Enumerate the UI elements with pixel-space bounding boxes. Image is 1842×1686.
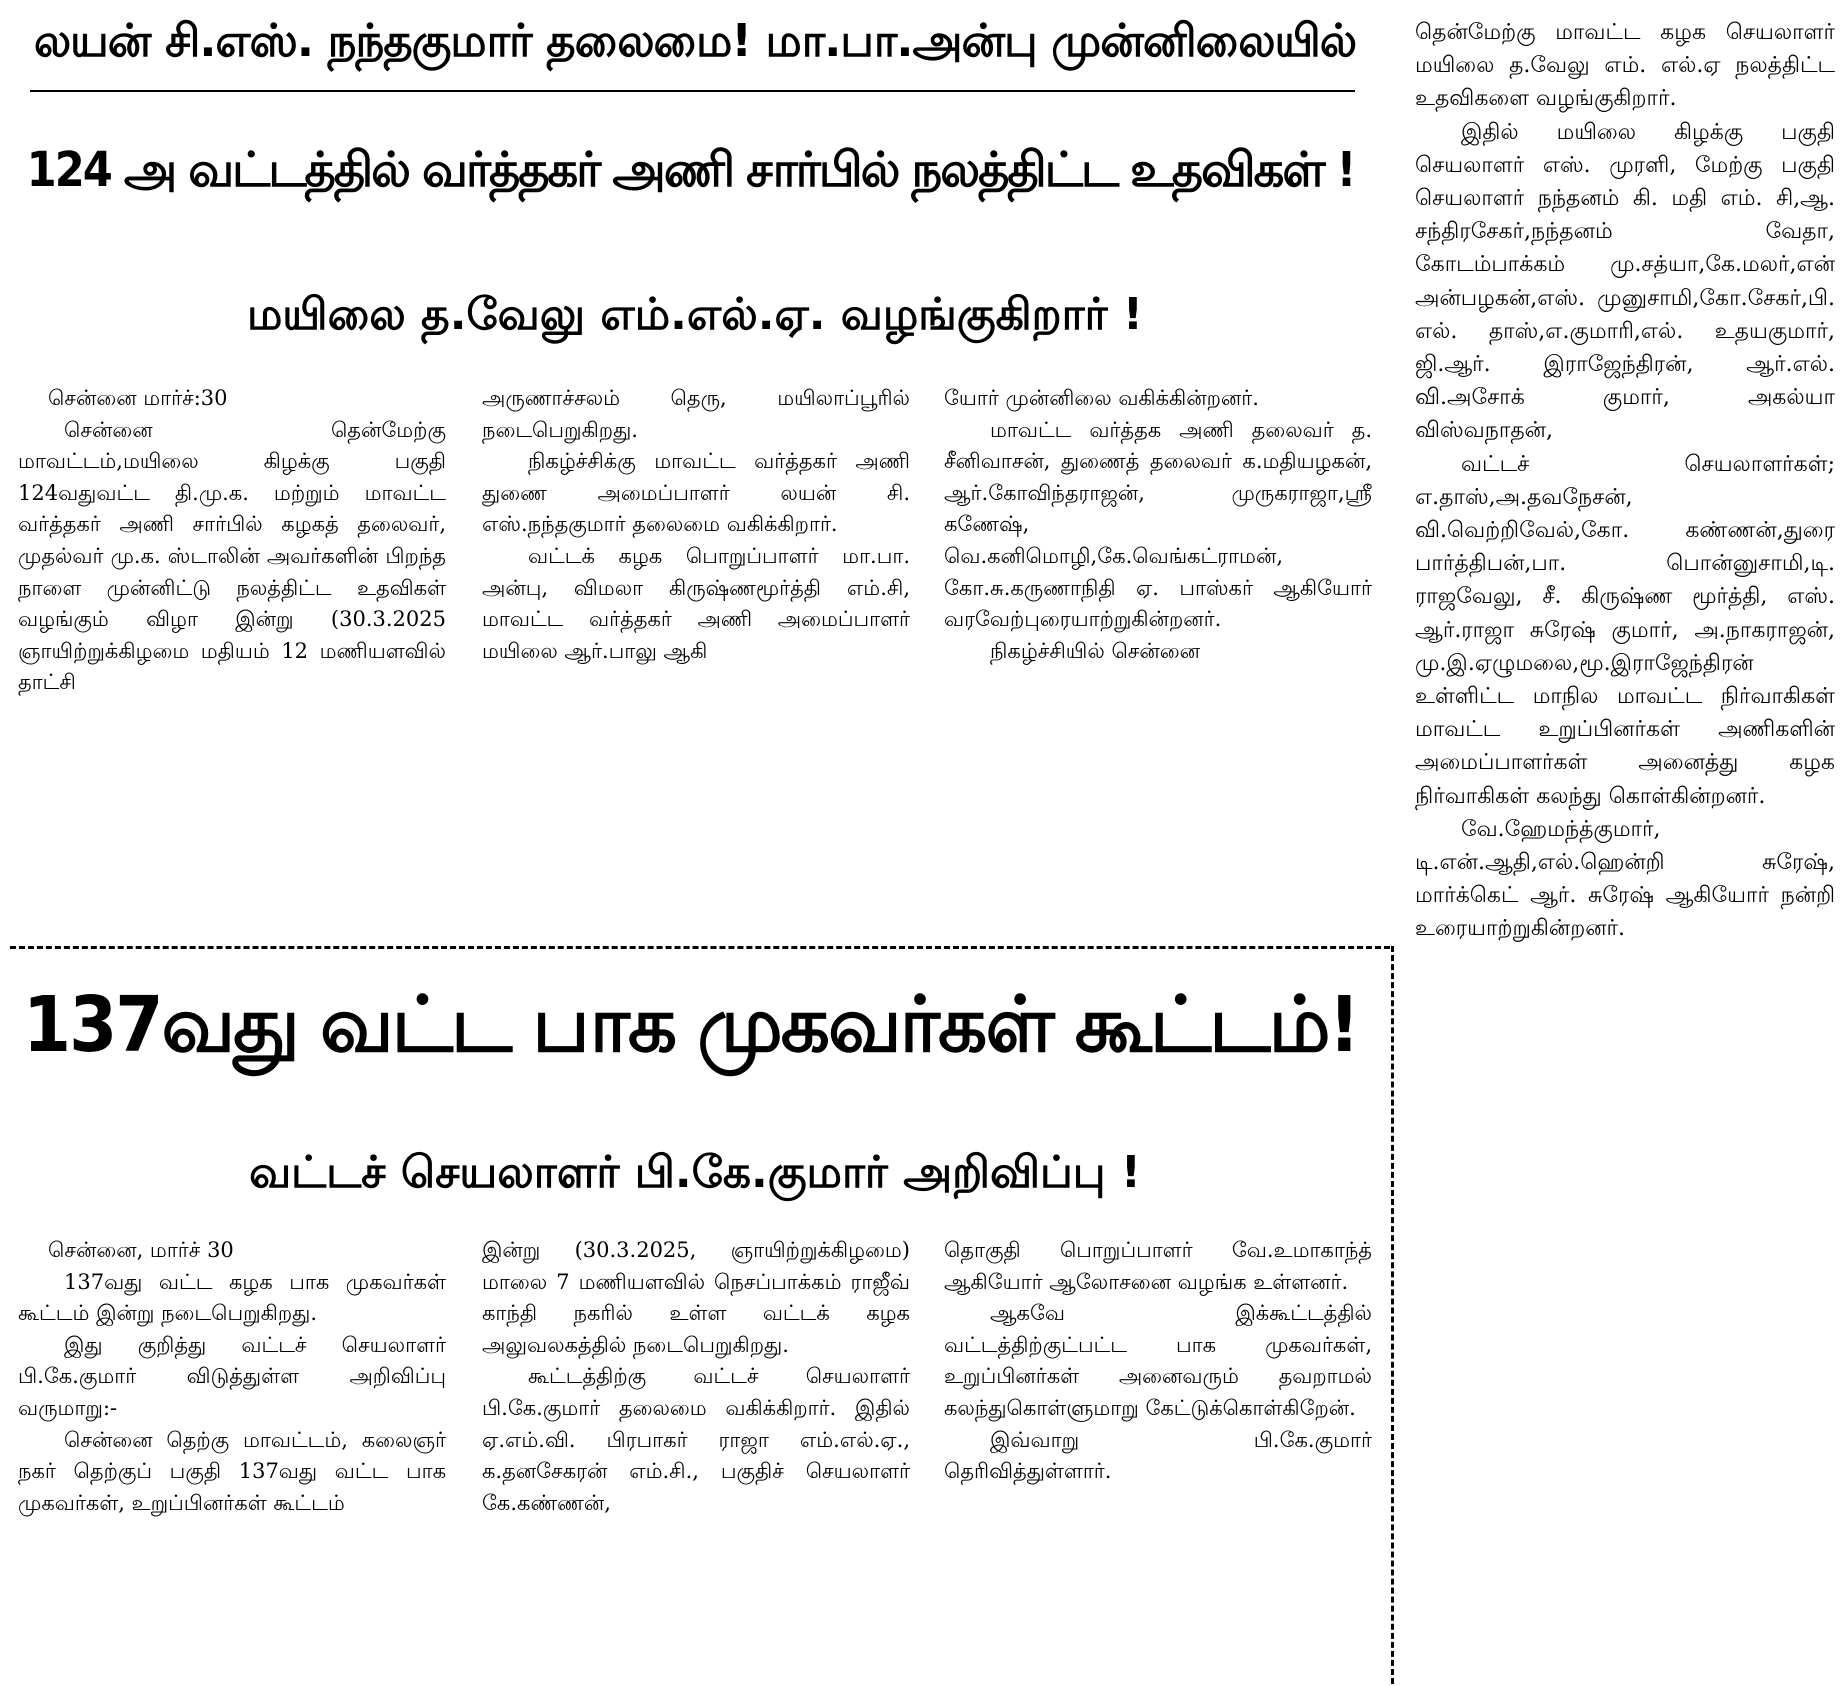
- story1-paragraph: சென்னை தென்மேற்கு மாவட்டம்,மயிலை கிழக்கு பகுதி 124வதுவட்ட தி.மு.க. மற்றும் மாவட்ட வர்த்தகர் அணி சார்பில் கழகத் தலைவர், முதல்வர் மு.க. ஸ்டாலின் அவர்களின் பிறந்த நாளை முன்னிட்டு நலத்திட்ட உதவிகள் வழங்கும் விழா இன்று (30.3.2025 ஞாயிற்றுக்கிழமை மதியம் 12 மணியளவில் தாட்சி: [18, 417, 446, 695]
- story2-paragraph: கூட்டத்திற்கு வட்டச் செயலாளர் பி.கே.குமார் தலைமை வகிக்கிறார். இதில் ஏ.எம்.வி. பிரபாகர் ராஜா எம்.எல்.ஏ., க.தனசேகரன் எம்.சி., பகுதிச் செயலாளர் கே.கண்ணன்,: [482, 1364, 910, 1515]
- story1-subhead: மயிலை த.வேலு எம்.எல்.ஏ. வழங்குகிறார் !: [247, 288, 1143, 340]
- story2-paragraph: இது குறித்து வட்டச் செயலாளர் பி.கே.குமார் விடுத்துள்ள அறிவிப்பு வருமாறு:-: [18, 1332, 446, 1420]
- story2-paragraph: ஆகவே இக்கூட்டத்தில் வட்டத்திற்குட்பட்ட பாக முகவர்கள், உறுப்பினர்கள் அனைவரும் தவறாமல் கலந்துகொள்ளுமாறு கேட்டுக்கொள்கிறேன்.: [944, 1301, 1372, 1420]
- story1-column-3: [944, 383, 1372, 938]
- story1-paragraph: வே.ஹேமந்த்குமார், டி.என்.ஆதி,எல்.ஹென்றி சுரேஷ், மார்க்கெட் ஆர். சுரேஷ் ஆகியோர் நன்றி உரையாற்றுகின்றனர்.: [1415, 816, 1835, 942]
- story1-paragraph: நிகழ்ச்சியில் சென்னை: [990, 638, 1201, 663]
- story1-paragraph: அருணாச்சலம் தெரு, மயிலாப்பூரில் நடைபெறுகிறது.: [482, 386, 910, 442]
- kicker-rule: [30, 90, 1355, 92]
- story2-paragraph: இன்று (30.3.2025, ஞாயிற்றுக்கிழமை) மாலை 7 மணியளவில் நெசப்பாக்கம் ராஜீவ் காந்தி நகரில் உள்ள வட்டக் கழக அலுவலகத்தில் நடைபெறுகிறது.: [482, 1238, 910, 1357]
- story1-paragraph: வட்டக் கழக பொறுப்பாளர் மா.பா. அன்பு, விமலா கிருஷ்ணமூர்த்தி எம்.சி, மாவட்ட வர்த்தகர் அணி அமைப்பாளர் மயிலை ஆர்.பாலு ஆகி: [482, 543, 910, 663]
- story2-paragraph: இவ்வாறு பி.கே.குமார் தெரிவித்துள்ளார்.: [944, 1427, 1372, 1484]
- story1-paragraph: இதில் மயிலை கிழக்கு பகுதி செயலாளர் எஸ். முரளி, மேற்கு பகுதி செயலாளர் நந்தனம் கி. மதி எம். சி,ஆ. சந்திரசேகர்,நந்தனம் வேதா, கோடம்பாக்கம் மு.சத்யா,கே.மலர்,என் அன்பழகன்,எஸ். முனுசாமி,கோ.சேகர்,பி. எல். தாஸ்,எ.குமாரி,எல். உதயகுமார், ஜி.ஆர். இராஜேந்திரன், ஆர்.எல். வி.அசோக் குமார், அகல்யா விஸ்வநாதன்,: [1415, 119, 1835, 444]
- story2-paragraph: சென்னை தெற்கு மாவட்டம், கலைஞர் நகர் தெற்குப் பகுதி 137வது வட்ட பாக முகவர்கள், உறுப்பினர்கள் கூட்டம்: [18, 1427, 446, 1515]
- story-separator-vertical: [1391, 946, 1394, 1684]
- story2-paragraph: 137வது வட்ட கழக பாக முகவர்கள் கூட்டம் இன்று நடைபெறுகிறது.: [18, 1269, 446, 1326]
- story1-paragraph: மாவட்ட வர்த்தக அணி தலைவர் த. சீனிவாசன், துணைத் தலைவர் க.மதியழகன், ஆர்.கோவிந்தராஜன், முருகராஜா,ஸ்ரீ கணேஷ், வெ.கனிமொழி,கே.வெங்கட்ராமன், கோ.சு.கருணாநிதி ஏ. பாஸ்கர் ஆகியோர் வரவேற்புரையாற்றுகின்றனர்.: [944, 417, 1372, 632]
- story1-dateline: சென்னை மார்ச்:30: [48, 386, 228, 410]
- story2-paragraph: தொகுதி பொறுப்பாளர் வே.உமாகாந்த் ஆகியோர் ஆலோசனை வழங்க உள்ளனர்.: [944, 1238, 1372, 1294]
- story1-paragraph: நிகழ்ச்சிக்கு மாவட்ட வர்த்தகர் அணி துணை அமைப்பாளர் லயன் சி. எஸ்.நந்தகுமார் தலைமை வகிக்கிறார்.: [482, 449, 910, 537]
- story1-paragraph: வட்டச் செயலாளர்கள்; எ.தாஸ்,அ.தவநேசன், வி.வெற்றிவேல்,கோ. கண்ணன்,துரை பார்த்திபன்,பா. பொன்னுசாமி,டி. ராஜவேலு, சீ. கிருஷ்ண மூர்த்தி, எஸ். ஆர்.ராஜா சுரேஷ் குமார், அ.நாகராஜன், மு.இ.ஏழுமலை,மூ.இராஜேந்திரன் உள்ளிட்ட மாநில மாவட்ட நிர்வாகிகள் மாவட்ட உறுப்பினர்கள் அணிகளின் அமைப்பாளர்கள் அனைத்து கழக நிர்வாகிகள் கலந்து கொள்கின்றனர்.: [1415, 451, 1835, 809]
- story2-column-1: [18, 1235, 446, 1675]
- story2-dateline: சென்னை, மார்ச் 30: [48, 1238, 234, 1262]
- story1-headline: 124 அ வட்டத்தில் வர்த்தகர் அணி சார்பில் நலத்திட்ட உதவிகள் !: [26, 142, 1355, 198]
- story1-paragraph: தென்மேற்கு மாவட்ட கழக செயலாளர் மயிலை த.வேலு எம். எல்.ஏ நலத்திட்ட உதவிகளை வழங்குகிறார்.: [1415, 20, 1835, 112]
- story1-kicker: லயன் சி.எஸ். நந்தகுமார் தலைமை! மா.பா.அன்பு முன்னிலையில்: [33, 13, 1357, 67]
- story2-headline: 137வது வட்ட பாக முகவர்கள் கூட்டம்!: [22, 980, 1359, 1070]
- story1-column-4: [1415, 16, 1835, 1671]
- story1-column-1: [18, 383, 446, 938]
- story2-column-3: [944, 1235, 1372, 1675]
- story-separator-horizontal: [10, 946, 1390, 949]
- story2-subhead: வட்டச் செயலாளர் பி.கே.குமார் அறிவிப்பு !: [249, 1146, 1141, 1198]
- story1-paragraph: யோர் முன்னிலை வகிக்கின்றனர்.: [944, 386, 1259, 410]
- story1-column-2: [482, 383, 910, 938]
- story2-column-2: [482, 1235, 910, 1675]
